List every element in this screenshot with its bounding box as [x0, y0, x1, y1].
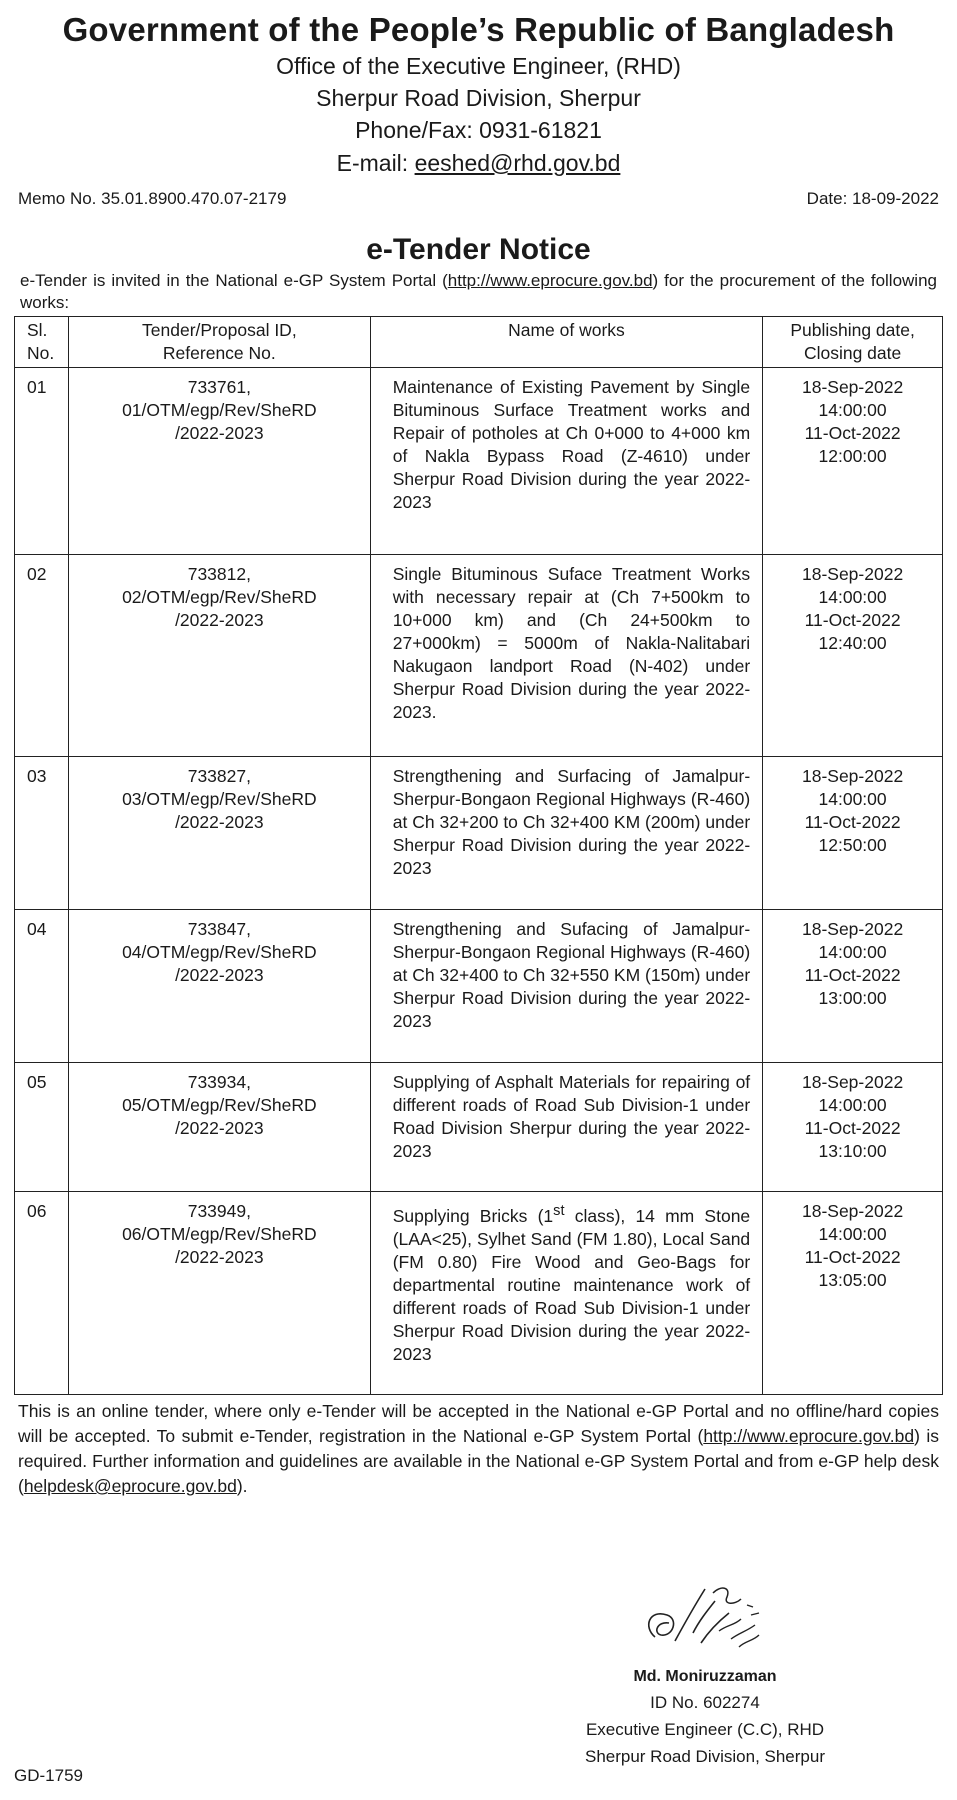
cell-sl: 06: [15, 1192, 69, 1395]
header-sl-line: Sl.: [27, 320, 48, 340]
tender-id: 733949,: [187, 1201, 251, 1221]
closing-date: 11-Oct-2022: [804, 965, 901, 985]
memo-date: Date: 18-09-2022: [806, 189, 939, 208]
signatory-office: Sherpur Road Division, Sherpur: [584, 1747, 825, 1766]
cell-sl: 02: [15, 555, 69, 757]
publishing-time: 14:00:00: [818, 942, 887, 962]
cell-name-of-works: Strengthening and Sufacing of Jamalpur-Sherpur-Bongaon Regional Highways (R-460) at Ch 32+400 to Ch 32+550 KM (150m) under Sherpur Road Division during the year 2022-2023: [370, 910, 762, 1063]
closing-time: 13:00:00: [818, 988, 887, 1008]
publishing-time: 14:00:00: [818, 1095, 887, 1115]
cell-name-of-works: Strengthening and Surfacing of Jamalpur-Sherpur-Bongaon Regional Highways (R-460) at Ch 32+200 to Ch 32+400 KM (200m) under Sherpur Road Division during the year 2022-2023: [370, 757, 762, 910]
reference-year: /2022-2023: [175, 1118, 264, 1138]
division-name: Sherpur Road Division, Sherpur: [316, 85, 641, 111]
closing-date: 11-Oct-2022: [804, 812, 901, 832]
table-row: [15, 757, 943, 910]
memo-row: [14, 186, 943, 212]
cell-tender-id: [68, 368, 370, 555]
footer-paragraph: [14, 1399, 943, 1499]
gd-code: GD-1759: [14, 1766, 83, 1785]
closing-date: 11-Oct-2022: [804, 423, 901, 443]
publishing-date: 18-Sep-2022: [801, 564, 904, 584]
cell-tender-id: [68, 757, 370, 910]
reference-no: 06/OTM/egp/Rev/SheRD: [122, 1224, 317, 1244]
reference-no: 03/OTM/egp/Rev/SheRD: [122, 789, 317, 809]
publishing-date: 18-Sep-2022: [801, 377, 904, 397]
cell-tender-id: [68, 910, 370, 1063]
tender-id: 733847,: [187, 919, 251, 939]
email-line: [14, 146, 943, 180]
cell-tender-id: [68, 1192, 370, 1395]
intro-text-start: e-Tender is invited in the National e-GP System Portal (: [20, 271, 448, 290]
table-row: [15, 910, 943, 1063]
handwritten-signature: [635, 1575, 775, 1665]
table-row: [15, 368, 943, 555]
work-superscript: st: [553, 1203, 565, 1219]
tender-id: 733812,: [187, 564, 251, 584]
closing-time: 12:00:00: [818, 446, 887, 466]
header-name-of-works: Name of works: [370, 317, 762, 368]
cell-dates: [763, 555, 943, 757]
cell-dates: [763, 368, 943, 555]
closing-time: 13:05:00: [818, 1270, 887, 1290]
reference-year: /2022-2023: [175, 1247, 264, 1267]
table-header-row: [15, 317, 943, 368]
header-id-line: Reference No.: [162, 343, 276, 363]
helpdesk-email-link[interactable]: helpdesk@eprocure.gov.bd: [23, 1476, 237, 1496]
publishing-date: 18-Sep-2022: [801, 1201, 904, 1221]
cell-dates: [763, 910, 943, 1063]
memo-number: Memo No. 35.01.8900.470.07-2179: [18, 189, 287, 208]
closing-date: 11-Oct-2022: [804, 1118, 901, 1138]
tender-id: 733934,: [187, 1072, 251, 1092]
cell-sl: 03: [15, 757, 69, 910]
signatory-name: Md. Moniruzzaman: [633, 1668, 777, 1685]
cell-sl: 05: [15, 1063, 69, 1192]
reference-year: /2022-2023: [175, 423, 264, 443]
signatory-id: ID No. 602274: [650, 1693, 760, 1712]
letterhead: [14, 10, 943, 180]
office-name: Office of the Executive Engineer, (RHD): [276, 53, 681, 79]
cell-sl: 01: [15, 368, 69, 555]
email-link[interactable]: eeshed@rhd.gov.bd: [414, 150, 621, 176]
reference-no: 05/OTM/egp/Rev/SheRD: [122, 1095, 317, 1115]
signatory-designation: Executive Engineer (C.C), RHD: [585, 1720, 825, 1739]
header-id-line: Tender/Proposal ID,: [142, 320, 297, 340]
cell-name-of-works: Single Bituminous Suface Treatment Works with necessary repair at (Ch 7+500km to 10+000 km) and (Ch 24+500km to 27+000km) = 5000m of Nakla-Nalitabari Nakugaon landport Road (N-402) under Sherpur Road Division during the year 2022-2023.: [370, 555, 762, 757]
reference-year: /2022-2023: [175, 812, 264, 832]
header-dates-line: Publishing date,: [790, 320, 915, 340]
reference-no: 01/OTM/egp/Rev/SheRD: [122, 400, 317, 420]
eprocure-link-footer[interactable]: http://www.eprocure.gov.bd: [703, 1426, 915, 1446]
phone-fax: Phone/Fax: 0931-61821: [355, 117, 602, 143]
reference-year: /2022-2023: [175, 965, 264, 985]
closing-date: 11-Oct-2022: [804, 610, 901, 630]
footer-text: ) is required. Further information and guidelines are available in the National e-GP System Portal and from e-GP help desk (: [18, 1426, 939, 1496]
signature-block: [560, 1575, 850, 1770]
header-sl: [15, 317, 69, 368]
header-dates: [763, 317, 943, 368]
closing-date: 11-Oct-2022: [804, 1247, 901, 1267]
footer-text: This is an online tender, where only e-Tender will be accepted in the National e-GP Portal and no offline/hard copies will be accepted. To submit e-Tender, registration in the National e-GP System Portal (: [18, 1401, 939, 1446]
cell-name-of-works: [370, 1192, 762, 1395]
tender-id: 733827,: [187, 766, 251, 786]
cell-dates: [763, 757, 943, 910]
header-tender-id: [68, 317, 370, 368]
work-text: class), 14 mm Stone (LAA<25), Sylhet Sand (FM 1.80), Local Sand (FM 0.80) Fire Wood and Geo-Bags for departmental routine maintenance work of different roads of Road Sub Division-1 under Sherpur Road Division during the year 2022-2023: [392, 1205, 751, 1364]
publishing-date: 18-Sep-2022: [801, 766, 904, 786]
intro-text-end: ) for the procurement of the following works:: [20, 271, 937, 312]
tender-id: 733761,: [187, 377, 251, 397]
table-row: [15, 1063, 943, 1192]
eprocure-link[interactable]: http://www.eprocure.gov.bd: [447, 271, 653, 290]
reference-year: /2022-2023: [175, 610, 264, 630]
cell-dates: [763, 1063, 943, 1192]
header-dates-line: Closing date: [803, 343, 902, 363]
cell-tender-id: [68, 555, 370, 757]
cell-sl: 04: [15, 910, 69, 1063]
closing-time: 13:10:00: [818, 1141, 887, 1161]
cell-name-of-works: Supplying of Asphalt Materials for repairing of different roads of Road Sub Division-1 under Road Division Sherpur during the year 2022-2023: [370, 1063, 762, 1192]
publishing-time: 14:00:00: [818, 1224, 887, 1244]
publishing-time: 14:00:00: [818, 587, 887, 607]
publishing-time: 14:00:00: [818, 400, 887, 420]
cell-dates: [763, 1192, 943, 1395]
notice-title: e-Tender Notice: [366, 233, 591, 266]
closing-time: 12:50:00: [818, 835, 887, 855]
work-text: Supplying Bricks (1: [392, 1205, 554, 1226]
publishing-date: 18-Sep-2022: [801, 1072, 904, 1092]
email-label: E-mail:: [336, 150, 415, 176]
cell-name-of-works: Maintenance of Existing Pavement by Single Bituminous Surface Treatment works and Repair of potholes at Ch 0+000 to 4+000 km of Nakla Bypass Road (Z-4610) under Sherpur Road Division during the year 2022-2023: [370, 368, 762, 555]
reference-no: 04/OTM/egp/Rev/SheRD: [122, 942, 317, 962]
table-row: [15, 555, 943, 757]
intro-paragraph: [14, 270, 943, 314]
footer-text: ).: [236, 1476, 248, 1496]
reference-no: 02/OTM/egp/Rev/SheRD: [122, 587, 317, 607]
tender-table: [14, 316, 943, 1395]
header-sl-line: No.: [27, 343, 55, 363]
closing-time: 12:40:00: [818, 633, 887, 653]
table-row: [15, 1192, 943, 1395]
government-title: Government of the People’s Republic of Bangladesh: [62, 11, 895, 48]
publishing-time: 14:00:00: [818, 789, 887, 809]
cell-tender-id: [68, 1063, 370, 1192]
publishing-date: 18-Sep-2022: [801, 919, 904, 939]
